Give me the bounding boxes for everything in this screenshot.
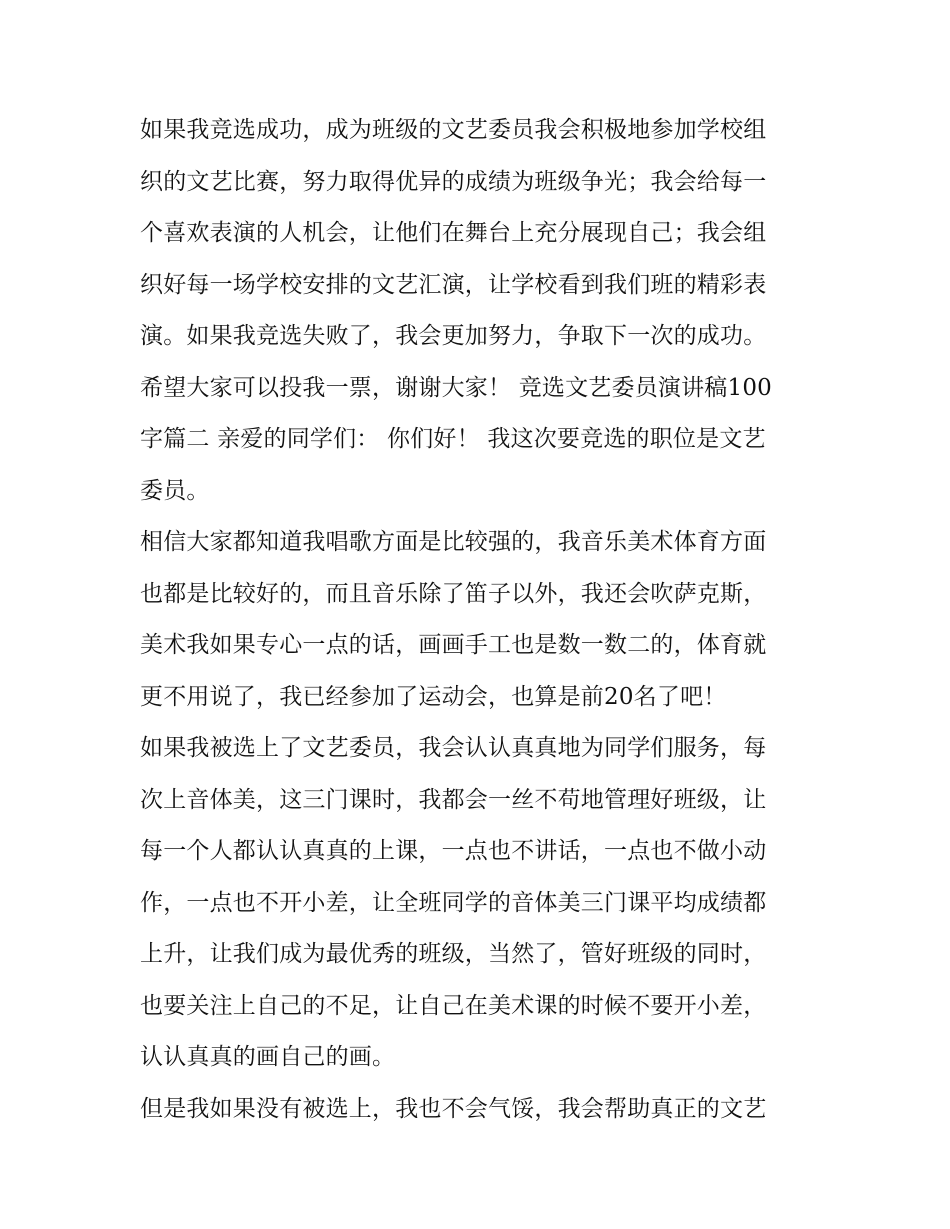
text-line: 更不用说了，我已经参加了运动会，也算是前20名了吧！ — [140, 683, 727, 710]
text-line: 也要关注上自己的不足，让自己在美术课的时候不要开小差， — [140, 992, 767, 1019]
text-line: 也都是比较好的，而且音乐除了笛子以外，我还会吹萨克斯， — [140, 580, 767, 607]
text-line: 相信大家都知道我唱歌方面是比较强的，我音乐美术体育方面 — [140, 529, 767, 555]
text-line: 织的文艺比赛，努力取得优异的成绩为班级争光；我会给每一 — [140, 168, 767, 195]
text-line: 字篇二 亲爱的同学们： 你们好！ 我这次要竞选的职位是文艺 — [140, 426, 766, 452]
text-line: 演。如果我竞选失败了，我会更加努力，争取下一次的成功。 — [140, 323, 767, 349]
text-line: 作，一点也不开小差，让全班同学的音体美三门课平均成绩都 — [140, 889, 767, 916]
text-line: 个喜欢表演的人机会，让他们在舞台上充分展现自己；我会组 — [140, 220, 767, 246]
text-line: 上升，让我们成为最优秀的班级，当然了，管好班级的同时， — [140, 941, 767, 967]
text-line: 但是我如果没有被选上，我也不会气馁，我会帮助真正的文艺 — [140, 1095, 767, 1122]
text-line: 次上音体美，这三门课时，我都会一丝不苟地管理好班级，让 — [140, 786, 767, 813]
text-line: 如果我被选上了文艺委员，我会认认真真地为同学们服务，每 — [140, 735, 767, 761]
text-line: 认认真真的画自己的画。 — [140, 1044, 396, 1070]
text-line: 美术我如果专心一点的话，画画手工也是数一数二的，体育就 — [140, 632, 767, 658]
document-body — [140, 108, 830, 1138]
text-line: 希望大家可以投我一票，谢谢大家！ 竞选文艺委员演讲稿100 — [140, 374, 773, 401]
text-line: 如果我竞选成功，成为班级的文艺委员我会积极地参加学校组 — [140, 117, 767, 143]
text-line: 委员。 — [140, 477, 210, 504]
text-line: 每一个人都认认真真的上课，一点也不讲话，一点也不做小动 — [140, 838, 767, 864]
text-line: 织好每一场学校安排的文艺汇演，让学校看到我们班的精彩表 — [140, 271, 767, 298]
